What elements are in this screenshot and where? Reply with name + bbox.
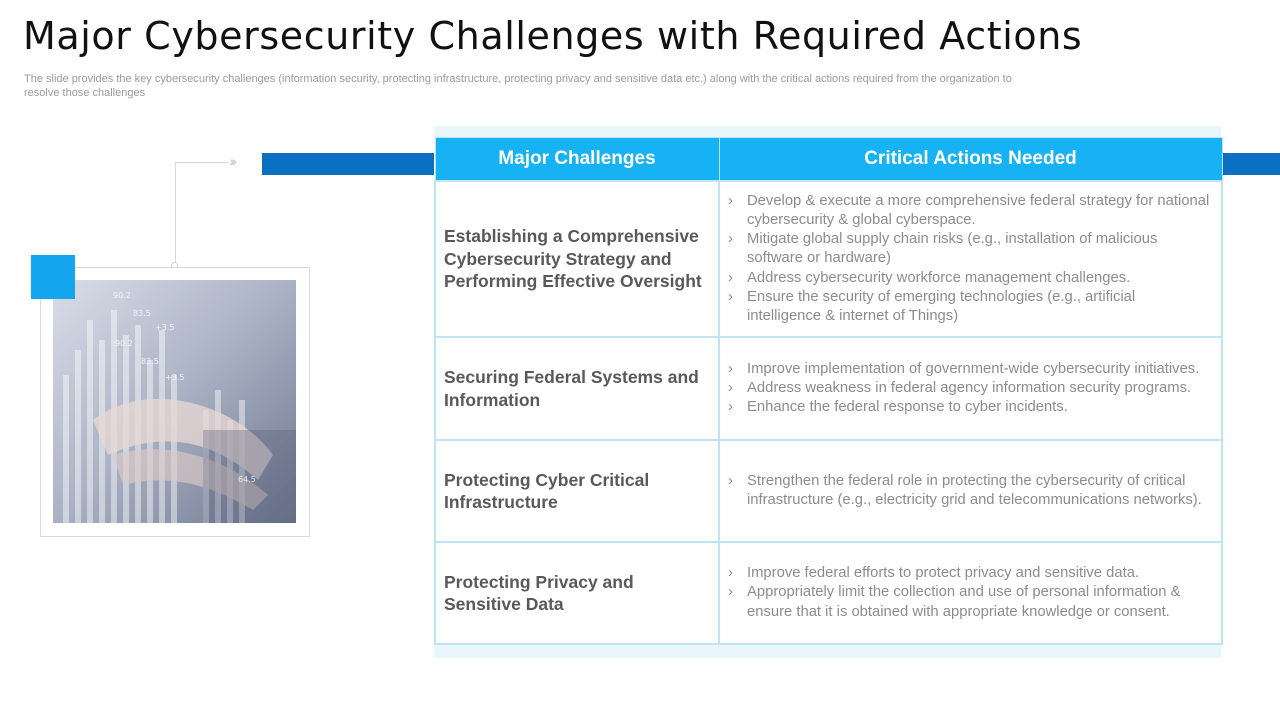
svg-text:90.2: 90.2 — [113, 291, 131, 300]
column-header-challenges: Major Challenges — [435, 138, 719, 182]
chevron-arrows-icon: ››› — [229, 153, 234, 169]
action-item: › Improve implementation of government-wide cybersecurity initiatives. — [726, 360, 1213, 379]
connector-line — [175, 162, 176, 266]
challenges-table — [434, 137, 1223, 645]
action-item: › Mitigate global supply chain risks (e.g., installation of malicious software or hardware) — [728, 231, 1158, 267]
table-row — [435, 337, 1222, 440]
actions-cell — [719, 181, 1222, 337]
actions-cell — [719, 337, 1222, 440]
bullet-chevron-icon: › — [728, 269, 733, 286]
accent-square — [31, 255, 75, 299]
action-item: › Strengthen the federal role in protecting the cybersecurity of critical infrastructure (e.g., electricity grid and telecommunications networks). — [728, 472, 1202, 508]
svg-text:+3.5: +3.5 — [155, 323, 175, 332]
svg-text:90.2: 90.2 — [115, 339, 133, 348]
bullet-chevron-icon: › — [728, 360, 733, 377]
typing-on-laptop-photo — [53, 280, 296, 523]
bullet-chevron-icon: › — [728, 192, 733, 209]
challenge-cell: Establishing a Comprehensive Cybersecurity Strategy and Performing Effective Oversight — [435, 181, 719, 337]
svg-text:83.5: 83.5 — [133, 309, 151, 318]
action-item: › Appropriately limit the collection and use of personal information & ensure that it is obtained with appropriate knowledge or consent. — [728, 584, 1181, 620]
bullet-chevron-icon: › — [728, 379, 733, 396]
slide-title: Major Cybersecurity Challenges with Required Actions — [23, 14, 1083, 58]
bullet-chevron-icon: › — [728, 399, 733, 416]
svg-text:+3.5: +3.5 — [165, 373, 185, 382]
action-item: › Develop & execute a more comprehensive federal strategy for national cybersecurity & global cyberspace. — [728, 192, 1210, 228]
bullet-chevron-icon: › — [728, 472, 733, 489]
bullet-chevron-icon: › — [728, 584, 733, 601]
action-item: › Improve federal efforts to protect privacy and sensitive data. — [726, 564, 1213, 583]
column-header-actions: Critical Actions Needed — [719, 138, 1222, 182]
actions-cell — [719, 542, 1222, 644]
table-row — [435, 181, 1222, 337]
table-row — [435, 440, 1222, 542]
bullet-chevron-icon: › — [728, 288, 733, 305]
action-item: › Enhance the federal response to cyber incidents. — [726, 398, 1213, 417]
table-header-row — [435, 138, 1222, 182]
slide-subtitle: The slide provides the key cybersecurity challenges (information security, protecting infrastructure, protecting privacy and sensitive data etc.) along with the critical actions required from the organization to resolve those challenges — [24, 73, 1012, 99]
action-item: › Address weakness in federal agency information security programs. — [726, 379, 1213, 398]
action-item: › Ensure the security of emerging technologies (e.g., artificial intelligence & internet of Things) — [728, 288, 1136, 324]
bullet-chevron-icon: › — [728, 231, 733, 248]
table-row — [435, 542, 1222, 644]
svg-text:83.5: 83.5 — [141, 357, 159, 366]
connector-line-horizontal — [175, 162, 229, 163]
challenge-cell: Securing Federal Systems and Information — [435, 337, 719, 440]
bullet-chevron-icon: › — [728, 565, 733, 582]
action-item: › Address cybersecurity workforce management challenges. — [726, 269, 1213, 288]
challenge-cell: Protecting Cyber Critical Infrastructure — [435, 440, 719, 542]
challenge-cell: Protecting Privacy and Sensitive Data — [435, 542, 719, 644]
actions-cell — [719, 440, 1222, 542]
svg-text:64.5: 64.5 — [238, 475, 256, 484]
